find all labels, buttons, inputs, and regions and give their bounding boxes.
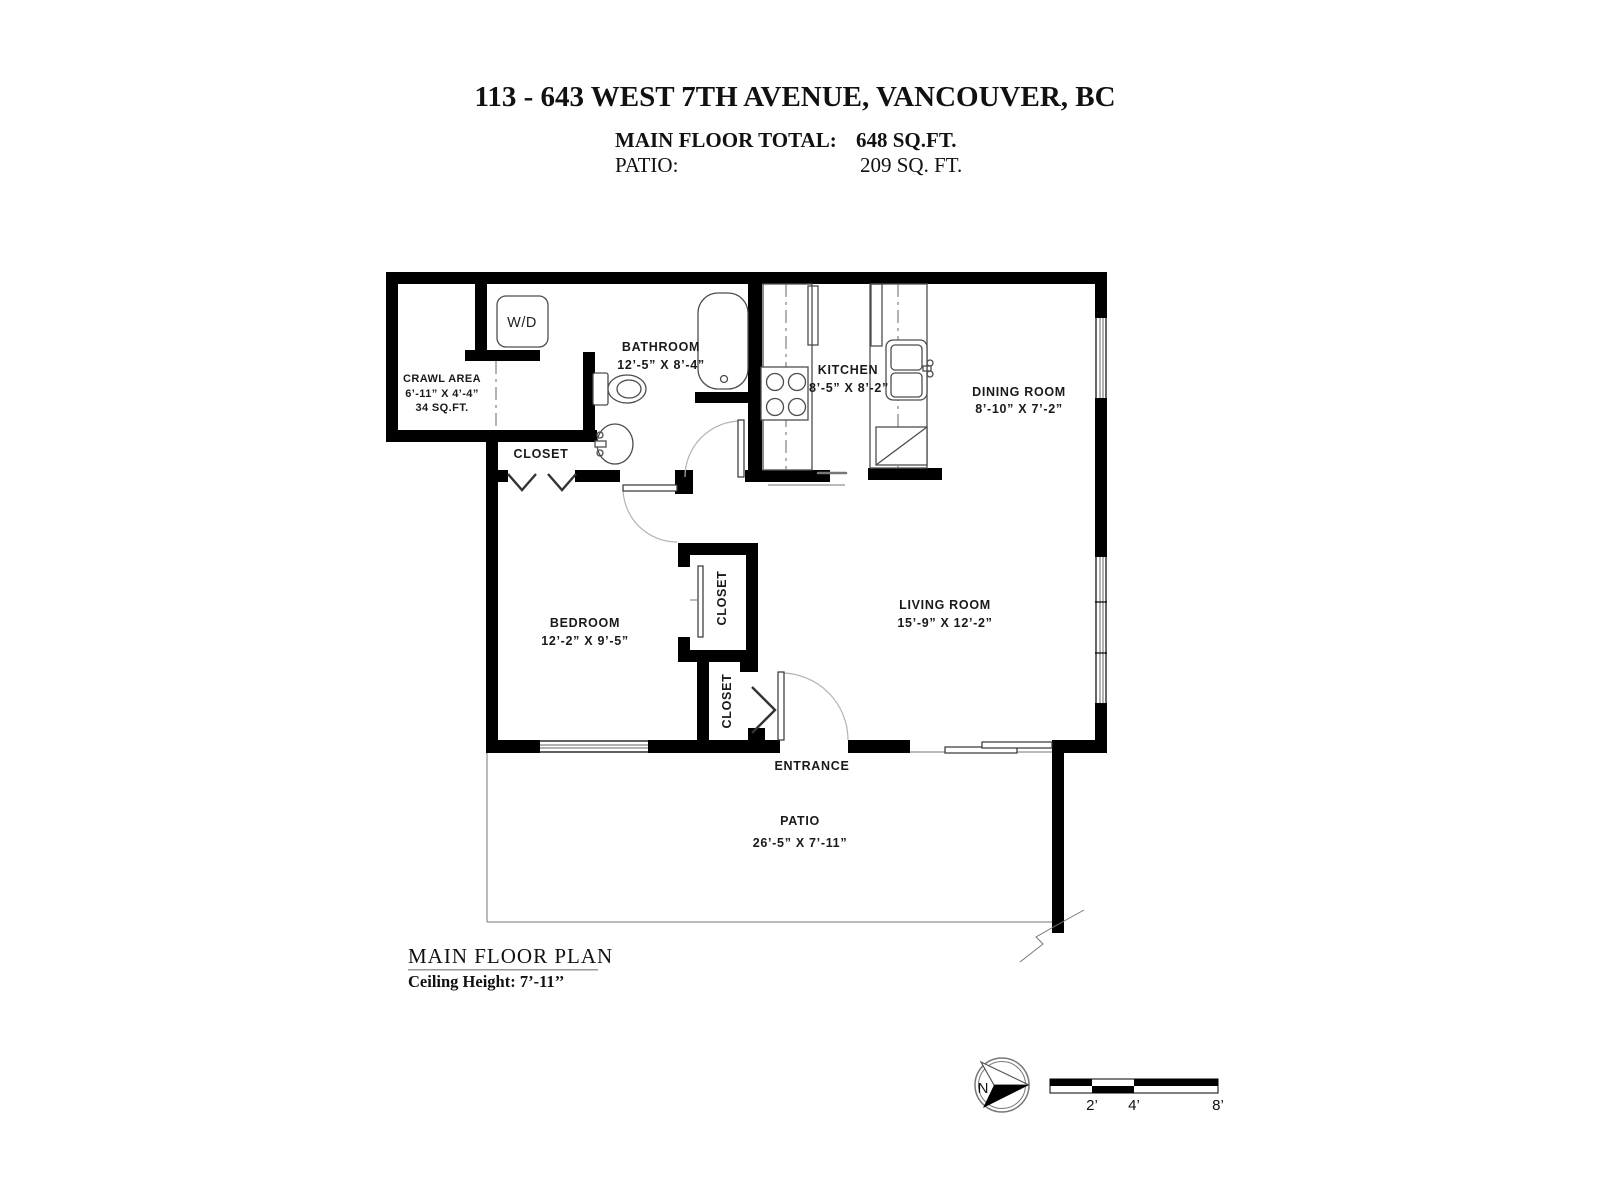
scale-bar: [1050, 1079, 1224, 1114]
entrance-door: [778, 672, 848, 740]
bedroom-dims: 12’-2” X 9’-5”: [541, 634, 629, 648]
bathroom-sink-icon: [595, 424, 633, 464]
living-room-dims: 15’-9” X 12’-2”: [897, 616, 993, 630]
plan-name-underline: [408, 969, 598, 971]
footer: [408, 944, 613, 991]
dining-room-label: DINING ROOM: [972, 385, 1066, 399]
patio-outline: [487, 753, 1084, 962]
compass-north-label: N: [977, 1080, 989, 1097]
patio-dims: 26’-5” X 7’-11”: [752, 836, 848, 850]
bathroom-label: BATHROOM: [621, 340, 701, 354]
bedroom-label: BEDROOM: [549, 616, 621, 630]
lower-closet-bifold-door: [752, 687, 775, 733]
compass-icon: [975, 1058, 1029, 1112]
crawl-area-label: CRAWL AREA: [403, 373, 481, 385]
scale-2ft-label: 2’: [1086, 1097, 1098, 1114]
patio-sliding-door: [910, 742, 1052, 753]
main-floor-total-label: MAIN FLOOR TOTAL:: [615, 128, 837, 152]
dishwasher-icon: [876, 427, 927, 465]
washer-dryer-label: W/D: [507, 315, 537, 331]
scale-8ft-label: 8’: [1212, 1097, 1224, 1114]
bedroom-door: [623, 485, 677, 542]
hall-closet-door: [690, 566, 703, 637]
bathtub-icon: [698, 293, 748, 389]
crawl-area-sqft: 34 SQ.FT.: [415, 402, 469, 414]
bedroom-closet-bifold-doors: [508, 474, 576, 490]
bathroom-door: [685, 420, 744, 477]
stove-icon: [761, 367, 808, 420]
kitchen-dims: 8’-5” X 8’-2”: [809, 381, 889, 395]
main-floor-total-value: 648 SQ.FT.: [856, 128, 957, 152]
crawl-area-dims: 6’-11” X 4’-4”: [405, 388, 479, 400]
patio-wall: [1052, 753, 1064, 933]
plan-name: MAIN FLOOR PLAN: [408, 944, 614, 968]
hall-closet-upper-label: CLOSET: [715, 570, 729, 626]
ceiling-height: Ceiling Height: 7’-11’’: [408, 972, 565, 991]
kitchen-label: KITCHEN: [817, 363, 879, 377]
hall-closet-lower-label: CLOSET: [720, 673, 734, 729]
bedroom-window: [540, 740, 648, 753]
dining-window: [1095, 318, 1107, 398]
bathroom-dims: 12’-5” X 8’-4”: [617, 358, 705, 372]
bedroom-closet-label: CLOSET: [513, 447, 569, 461]
patio-area-value: 209 SQ. FT.: [860, 153, 963, 177]
patio-label: PATIO: [780, 814, 820, 828]
doors: [508, 420, 848, 740]
patio-area-label: PATIO:: [615, 153, 679, 177]
living-window: [1095, 557, 1107, 703]
kitchen-sink-icon: [886, 340, 933, 400]
entrance-label: ENTRANCE: [774, 759, 850, 773]
toilet-icon: [593, 373, 646, 405]
scale-4ft-label: 4’: [1128, 1097, 1140, 1114]
living-room-label: LIVING ROOM: [899, 598, 991, 612]
dining-room-dims: 8’-10” X 7’-2”: [975, 402, 1063, 416]
page-title: 113 - 643 WEST 7TH AVENUE, VANCOUVER, BC: [474, 81, 1116, 113]
header: [474, 81, 1115, 177]
